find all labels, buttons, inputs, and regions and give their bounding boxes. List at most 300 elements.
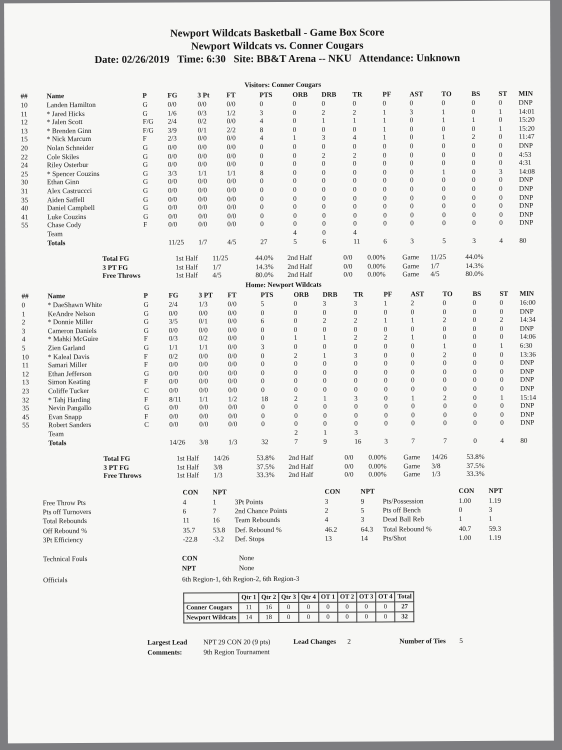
player-stat-cell: 0	[472, 298, 477, 307]
player-stat-cell: 4	[21, 335, 26, 344]
player-stat-cell: 0	[499, 359, 504, 368]
advanced-stat-cell: 16	[212, 516, 220, 525]
player-stat-cell: 0	[499, 324, 504, 333]
totals-cell: 14/26	[169, 438, 186, 447]
player-stat-cell: 18	[261, 394, 269, 403]
player-stat-cell: 0/0	[227, 343, 237, 352]
player-stat-cell: 30	[20, 178, 29, 187]
advanced-stat-cell: 64.3	[360, 525, 374, 534]
advanced-stat-cell: 11	[182, 516, 190, 525]
player-stat-cell: 1	[500, 393, 504, 402]
quarter-cell: Newport Wildcats	[184, 613, 239, 623]
totals-cell: 3	[384, 437, 388, 446]
player-stat-cell: 0	[411, 385, 415, 394]
player-stat-cell: 0	[441, 150, 446, 159]
player-stat-cell: 0	[293, 325, 298, 334]
player-stat-cell: 15:20	[518, 115, 535, 124]
player-stat-cell: 0	[472, 307, 477, 316]
player-stat-cell: F/G	[142, 117, 154, 126]
player-stat-cell: 0/0	[168, 212, 178, 221]
player-stat-cell: G	[144, 403, 150, 412]
column-header: FT	[227, 291, 237, 300]
player-stat-cell: 4:31	[518, 158, 532, 167]
column-header: ST	[498, 89, 508, 98]
player-stat-cell: 0	[323, 402, 327, 411]
player-stat-cell: 1/1	[199, 394, 209, 404]
player-stat-cell: DNP	[518, 98, 533, 107]
advanced-stat-cell: 1.00	[458, 496, 471, 506]
column-header: PF	[383, 290, 393, 299]
player-stat-cell: G	[143, 369, 150, 378]
adv-head-con: CON	[458, 486, 475, 496]
totals-cell: Totals	[48, 439, 67, 448]
player-stat-cell: 0	[260, 203, 264, 212]
shooting-cell: 4/5	[212, 271, 222, 280]
shooting-cell: Total FG	[102, 254, 130, 263]
player-stat-cell: 0	[383, 211, 387, 220]
shooting-cell: 37.5%	[466, 461, 485, 470]
player-stat-cell: 0	[294, 385, 298, 394]
player-stat-cell: 1	[441, 116, 446, 125]
player-stat-cell: 0	[259, 100, 264, 109]
advanced-stat-cell: 3	[360, 515, 365, 524]
player-stat-cell: * Donnie Miller	[47, 318, 93, 327]
player-stat-cell: 15	[20, 135, 28, 144]
player-stat-cell: 0	[443, 402, 447, 411]
player-stat-cell: 0/0	[197, 143, 207, 152]
advanced-stat-cell: 1	[488, 515, 493, 524]
totals-cell: 6	[322, 237, 326, 246]
player-stat-cell: 1	[382, 133, 387, 142]
player-stat-cell: Riley Osterbur	[46, 161, 89, 170]
player-stat-cell: 0	[260, 360, 265, 369]
player-stat-cell: 1	[498, 124, 503, 133]
player-stat-cell: 0	[410, 342, 415, 351]
player-stat-cell: 0/0	[169, 386, 179, 395]
player-stat-cell: DNP	[520, 419, 535, 428]
player-stat-cell: 0	[498, 98, 503, 107]
shooting-cell: 1st Half	[176, 463, 199, 472]
player-stat-cell: 0	[410, 307, 415, 316]
player-stat-cell: 0/2	[198, 334, 208, 343]
player-stat-cell: * Nick Marcum	[46, 135, 92, 144]
advanced-stat-cell: 1.00	[458, 533, 472, 542]
adv-head-npt: NPT	[360, 487, 375, 496]
player-stat-cell: 0	[354, 385, 358, 394]
advanced-stat-cell: 4	[182, 498, 187, 507]
player-stat-cell: 0	[323, 411, 327, 420]
player-stat-cell: 11	[20, 109, 28, 118]
shooting-cell: 11/25	[212, 254, 229, 263]
advanced-stat-cell: 1.19	[488, 496, 501, 505]
player-stat-cell: 0	[353, 211, 357, 220]
player-stat-cell: DNP	[520, 376, 535, 385]
player-stat-cell: 0/0	[227, 203, 237, 212]
quarter-cell	[184, 593, 239, 603]
player-stat-cell: 0	[322, 194, 326, 203]
player-stat-cell: 0/2	[197, 117, 207, 126]
player-stat-cell: 0/0	[228, 420, 238, 429]
totals-cell: 80	[519, 236, 527, 245]
visitors-header: Visitors: Conner Cougars	[244, 80, 322, 90]
player-stat-cell: 3	[321, 134, 326, 143]
player-stat-cell: 1	[322, 334, 327, 343]
player-stat-cell: 0	[441, 176, 446, 185]
comments-value: 9th Region Tournament	[203, 648, 270, 657]
adv-head-con: CON	[182, 488, 199, 497]
player-stat-cell: 0	[500, 376, 504, 385]
adv-head-con: CON	[324, 487, 341, 496]
player-stat-cell: 0	[21, 301, 26, 310]
player-stat-cell: 15:20	[518, 124, 535, 133]
player-stat-cell: 5	[21, 344, 26, 353]
player-stat-cell: * Jalen Scott	[46, 118, 83, 127]
player-stat-cell: 13	[20, 127, 28, 136]
player-stat-cell: 1/1	[168, 343, 178, 352]
player-stat-cell: 0/1	[198, 317, 208, 326]
player-stat-cell: 0	[292, 99, 297, 108]
player-stat-cell: * Brenden Ginn	[46, 126, 92, 136]
player-stat-cell: 0	[292, 151, 297, 160]
shooting-cell: 0.00%	[367, 262, 386, 271]
advanced-stat-cell: 3Pt Points	[234, 498, 264, 507]
shooting-cell: Game	[402, 261, 420, 270]
player-stat-cell: G	[143, 326, 149, 335]
player-stat-cell: DNP	[520, 401, 535, 410]
player-stat-cell: 1	[441, 133, 446, 142]
player-stat-cell: 0	[293, 299, 298, 308]
player-stat-cell: 0	[259, 160, 264, 169]
player-stat-cell: DNP	[519, 201, 534, 210]
comments-label: Comments:	[147, 648, 183, 657]
column-header: AST	[410, 290, 425, 299]
player-stat-cell: DNP	[519, 193, 534, 202]
player-stat-cell: 0/0	[198, 351, 208, 361]
player-stat-cell: 20	[20, 144, 28, 153]
player-stat-cell: 0	[353, 368, 358, 377]
shooting-cell: 44.0%	[255, 254, 274, 263]
player-stat-cell: 0	[443, 385, 447, 394]
advanced-stat-cell: 46.2	[324, 525, 338, 534]
officials-label: Officials	[43, 576, 68, 585]
shooting-cell: 2nd Half	[287, 262, 313, 271]
player-stat-cell: 0	[353, 202, 357, 211]
player-stat-cell: 0/0	[168, 203, 178, 212]
team-stat-cell: Team	[48, 430, 64, 439]
player-stat-cell: 0	[293, 185, 297, 194]
quarter-score-row	[184, 612, 415, 623]
largest-lead-value: NPT 29 CON 20 (9 pts)	[203, 638, 271, 647]
player-stat-cell: 0	[260, 368, 265, 377]
column-header: TR	[352, 90, 363, 99]
advanced-stat-cell: 14	[360, 534, 368, 543]
player-stat-cell: Samari Miller	[47, 361, 88, 370]
player-stat-cell: 2	[499, 316, 504, 325]
player-stat-cell: 22	[20, 152, 28, 161]
advanced-stat-cell: Def. Stops	[234, 534, 265, 544]
player-stat-cell: 2	[352, 151, 357, 160]
player-stat-cell: 0	[410, 359, 415, 368]
player-stat-cell: 0/0	[167, 143, 177, 152]
player-stat-cell: 1/1	[226, 169, 236, 178]
advanced-stat-cell: 9	[360, 497, 365, 506]
player-stat-cell: 1	[322, 351, 327, 360]
player-stat-cell: Nevin Pangallo	[48, 404, 92, 413]
player-stat-cell: 0	[383, 342, 388, 351]
player-stat-cell: 0/0	[226, 160, 236, 169]
player-stat-cell: 1/2	[226, 108, 236, 117]
player-stat-cell: 0	[260, 334, 265, 343]
player-stat-cell: Aiden Saffell	[47, 195, 85, 204]
player-stat-cell: DNP	[519, 324, 534, 333]
shooting-cell: 0.00%	[368, 462, 387, 471]
player-stat-cell: G	[143, 195, 149, 204]
player-stat-cell: 0	[293, 220, 297, 229]
player-stat-cell: 0/0	[226, 134, 236, 143]
player-stat-cell: 1	[292, 134, 297, 143]
technical-fouls-label: Technical Fouls	[42, 555, 88, 564]
player-stat-cell: 0	[321, 168, 326, 177]
column-header: ST	[499, 289, 509, 298]
player-stat-cell: 0	[498, 176, 503, 185]
shooting-cell: Free Throws	[103, 471, 142, 481]
player-stat-cell: 0	[260, 308, 265, 317]
player-stat-cell: 0	[442, 193, 446, 202]
player-stat-cell: 3	[21, 327, 26, 336]
advanced-stat-cell: Dead Ball Reb	[382, 515, 425, 524]
player-stat-cell: 2	[21, 318, 26, 327]
quarter-cell: 0	[318, 602, 337, 612]
quarter-cell: 0	[299, 612, 319, 622]
player-stat-cell: 0	[322, 211, 326, 220]
player-stat-cell: 0	[322, 220, 326, 229]
player-stat-cell: 0	[259, 151, 264, 160]
player-stat-cell: 0	[292, 177, 297, 186]
player-stat-cell: 0	[382, 151, 387, 160]
player-stat-cell: 0	[293, 360, 298, 369]
quarter-cell: 14	[239, 613, 259, 623]
player-stat-cell: 0	[294, 377, 298, 386]
player-stat-cell: F	[144, 412, 149, 421]
player-stat-cell: 0	[410, 211, 414, 220]
player-stat-cell: 0	[442, 299, 447, 308]
player-stat-cell: 0	[500, 419, 504, 428]
player-stat-cell: 0	[322, 359, 327, 368]
player-stat-cell: 0	[321, 159, 326, 168]
advanced-stat-cell: 4	[324, 516, 329, 525]
quarter-cell: 27	[395, 602, 414, 612]
player-stat-cell: DNP	[520, 410, 535, 419]
player-stat-cell: 0	[383, 202, 387, 211]
player-stat-cell: F	[143, 335, 148, 344]
shooting-cell: 14.3%	[255, 262, 274, 271]
column-header: FG	[167, 91, 178, 100]
player-stat-cell: 0/0	[168, 360, 178, 369]
player-stat-cell: 0	[260, 220, 264, 229]
totals-cell: 7	[443, 437, 447, 446]
player-stat-cell: 0	[473, 410, 477, 419]
player-stat-cell: 0	[292, 142, 297, 151]
player-stat-cell: G	[143, 309, 149, 318]
player-stat-cell: 0	[473, 376, 477, 385]
player-stat-cell: 0	[473, 384, 477, 393]
quarter-cell: 0	[357, 612, 376, 622]
quarter-cell: 0	[338, 612, 357, 622]
player-stat-cell: 0/0	[169, 377, 179, 386]
player-stat-cell: 0	[471, 141, 476, 150]
player-stat-cell: G	[143, 203, 149, 212]
shooting-cell: 44.0%	[465, 252, 484, 262]
player-stat-cell: 0	[472, 367, 477, 376]
player-stat-cell: 0	[499, 367, 504, 376]
totals-cell: 7	[411, 437, 415, 446]
shooting-cell: Free Throws	[102, 271, 141, 281]
player-stat-cell: 0	[441, 99, 446, 108]
player-stat-cell: 0/0	[227, 212, 237, 221]
player-stat-cell: 0	[352, 125, 357, 134]
column-header: TR	[353, 290, 364, 299]
player-stat-cell: 2	[322, 316, 327, 325]
team-stat-cell: 0	[322, 228, 326, 237]
player-stat-cell: 0/0	[228, 412, 238, 421]
advanced-stat-cell: 3	[324, 497, 329, 506]
advanced-stat-cell: -3.2	[212, 535, 224, 544]
player-stat-cell: 0	[443, 376, 447, 385]
player-stat-cell: 0/0	[226, 117, 236, 126]
shooting-cell: 1st Half	[175, 254, 198, 263]
player-stat-cell: 3	[260, 343, 265, 352]
player-stat-cell: 0	[352, 176, 357, 186]
column-header: TO	[441, 90, 452, 99]
totals-cell: 16	[354, 437, 362, 446]
player-stat-cell: G	[143, 212, 149, 221]
player-stat-cell: 0	[382, 176, 387, 185]
player-stat-cell: DNP	[520, 384, 535, 393]
player-stat-cell: 3	[353, 351, 358, 360]
player-stat-cell: 0/0	[228, 403, 238, 412]
player-stat-cell: DNP	[519, 184, 534, 193]
shooting-cell: 0/0	[343, 262, 353, 271]
player-stat-cell: 0	[382, 159, 387, 168]
player-stat-cell: 0	[293, 342, 298, 351]
player-stat-cell: 0/0	[167, 160, 177, 169]
column-header: MIN	[518, 89, 533, 98]
shooting-cell: 53.8%	[466, 452, 485, 462]
player-stat-cell: 24	[20, 161, 28, 170]
player-stat-cell: 2	[410, 299, 415, 308]
quarter-cell: 0	[279, 612, 299, 622]
player-stat-cell: 0/0	[227, 369, 237, 378]
player-stat-cell: 0	[471, 159, 476, 168]
player-stat-cell: 1	[321, 116, 326, 125]
player-stat-cell: 2	[471, 133, 476, 142]
player-stat-cell: 0	[500, 402, 504, 411]
player-stat-cell: 2	[352, 108, 357, 117]
player-stat-cell: 0	[293, 317, 298, 326]
totals-cell: 7	[294, 437, 298, 446]
shooting-cell: 0/0	[344, 462, 354, 471]
player-stat-cell: 0/0	[227, 360, 237, 369]
shooting-cell: 0.00%	[368, 470, 387, 479]
player-stat-cell: 0/0	[227, 317, 237, 326]
advanced-stat-cell: 1.19	[488, 533, 502, 542]
shooting-cell: 3/8	[431, 461, 441, 470]
player-stat-cell: 0	[410, 368, 415, 377]
player-stat-cell: 0	[409, 116, 414, 125]
player-stat-cell: Daniel Campbell	[47, 204, 95, 213]
player-stat-cell: G	[143, 300, 149, 309]
totals-cell: 3	[472, 236, 476, 245]
player-stat-cell: 0	[382, 168, 387, 177]
quarter-cell: 18	[259, 613, 279, 623]
player-stat-cell: 0	[500, 384, 504, 393]
advanced-stat-cell: Pts/Shot	[382, 534, 407, 543]
player-stat-cell: 0	[292, 125, 297, 134]
player-stat-cell: 1/6	[167, 109, 177, 118]
team-stat-cell: 3	[354, 428, 358, 437]
player-stat-cell: Alex Castruccci	[47, 186, 92, 196]
player-stat-cell: 0	[472, 359, 477, 368]
advanced-stat-cell: Pts/Possession	[382, 497, 424, 506]
player-stat-cell: 0	[472, 333, 477, 342]
totals-cell: 5	[442, 237, 446, 246]
advanced-stat-cell: 59.3	[488, 524, 502, 533]
player-stat-cell: 32	[22, 395, 30, 404]
player-stat-cell: 3/3	[167, 169, 177, 178]
shooting-cell: 0.00%	[367, 253, 386, 262]
player-stat-cell: 0	[442, 333, 447, 342]
player-stat-cell: F/G	[142, 126, 154, 135]
player-stat-cell: Evan Snapp	[48, 412, 82, 422]
player-stat-cell: 0/0	[198, 212, 208, 221]
player-stat-cell: 0/0	[198, 220, 208, 229]
player-stat-cell: KeAndre Nelson	[47, 309, 95, 318]
player-stat-cell: 0/0	[197, 151, 207, 161]
player-stat-cell: 35	[22, 404, 30, 413]
player-stat-cell: 0	[411, 376, 415, 385]
player-stat-cell: 0	[472, 184, 476, 193]
player-stat-cell: Ethan Jefferson	[47, 369, 92, 379]
player-stat-cell: Chase Cody	[47, 221, 82, 230]
player-stat-cell: 1	[498, 107, 503, 116]
number-of-ties-value: 5	[459, 637, 463, 646]
player-stat-cell: Zien Garland	[47, 344, 86, 353]
player-stat-cell: 0	[292, 160, 297, 169]
advanced-stat-cell: 35.7	[182, 526, 196, 535]
column-header: ORB	[292, 90, 308, 99]
column-header: 3 Pt	[197, 91, 210, 100]
player-stat-cell: 0	[383, 351, 388, 360]
player-stat-cell: Coliffe Tucker	[48, 386, 90, 396]
player-stat-cell: 2/3	[167, 134, 177, 143]
player-stat-cell: Nolan Schneider	[46, 143, 94, 153]
column-header: ##	[20, 92, 28, 101]
player-stat-cell: 2	[353, 316, 358, 325]
player-stat-cell: 0	[322, 202, 326, 211]
player-stat-cell: F	[143, 221, 148, 230]
player-stat-cell: DNP	[519, 307, 534, 316]
player-stat-cell: 0/0	[227, 186, 237, 195]
player-stat-cell: 0	[499, 333, 504, 342]
totals-cell: 11	[353, 237, 361, 246]
player-stat-cell: 2	[442, 316, 447, 325]
player-stat-cell: 0	[292, 108, 297, 117]
player-stat-cell: 16:00	[519, 298, 536, 307]
player-stat-cell: 0/0	[226, 151, 236, 160]
quarter-cell: 0	[376, 602, 395, 612]
advanced-stat-cell: 0	[458, 506, 463, 515]
player-stat-cell: 0	[471, 98, 476, 107]
